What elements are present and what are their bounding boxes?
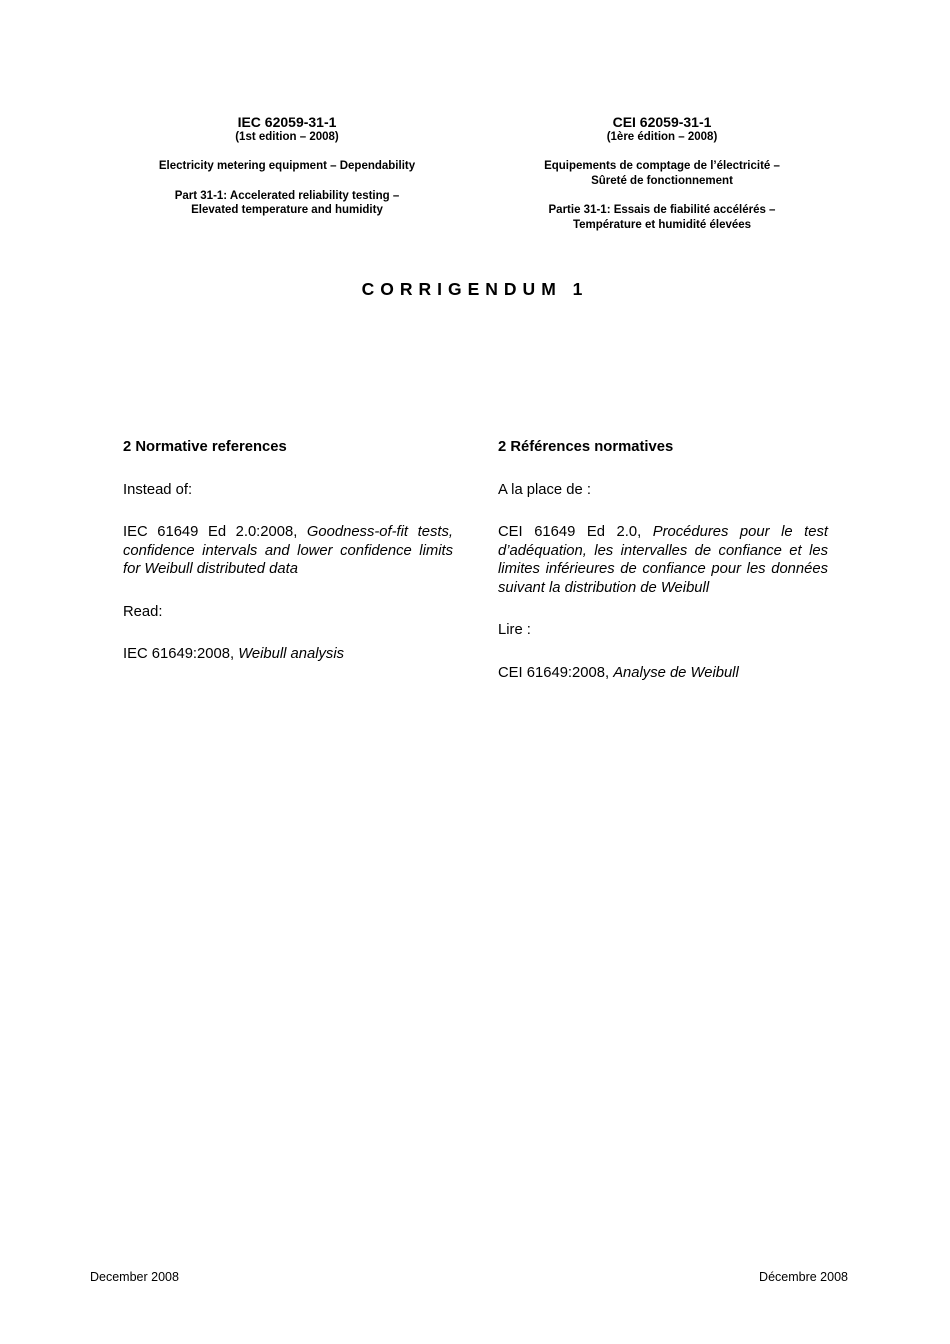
part-title-en <box>122 189 452 218</box>
corrigendum-title: CORRIGENDUM 1 <box>361 279 589 299</box>
new-reference-en <box>123 645 453 664</box>
edition-fr: (1ère édition – 2008) <box>606 131 718 143</box>
new-reference-en-prefix: IEC 61649:2008, <box>123 646 239 662</box>
old-reference-fr-title: Procédures pour le test d’adéquation, les intervalles de confiance et les limites inférieures de confiance pour les données suivant la distribution de Weibull <box>498 524 828 596</box>
new-reference-en-title: Weibull analysis <box>238 646 345 662</box>
old-reference-en <box>123 523 453 579</box>
read-en: Read: <box>123 603 163 620</box>
section-heading-fr: 2 Références normatives <box>498 439 674 455</box>
new-reference-fr-prefix: CEI 61649:2008, <box>498 664 614 681</box>
old-reference-en-prefix: IEC 61649 Ed 2.0:2008, <box>123 524 307 540</box>
edition-en: (1st edition – 2008) <box>235 131 339 143</box>
title-fr-line1: Equipements de comptage de l’électricité – <box>544 160 780 172</box>
french-column <box>498 438 828 706</box>
title-en-line: Electricity metering equipment – Dependability <box>158 160 416 172</box>
footer-date-fr: Décembre 2008 <box>759 1270 848 1284</box>
old-reference-en-title: Goodness-of-fit tests, confidence intervals and lower confidence limits for Weibull distributed data <box>123 524 453 577</box>
title-en <box>122 159 452 174</box>
instead-of-en: Instead of: <box>123 481 193 498</box>
old-reference-fr <box>498 523 828 597</box>
new-reference-fr <box>498 664 828 683</box>
english-column <box>123 438 453 688</box>
read-fr: Lire : <box>498 622 531 638</box>
header-english <box>122 114 452 218</box>
part-title-fr <box>497 203 827 232</box>
section-heading-en: 2 Normative references <box>123 439 287 455</box>
instead-of-fr: A la place de : <box>498 481 591 498</box>
footer-date-en: December 2008 <box>90 1270 179 1284</box>
part-title-en-line1: Part 31-1: Accelerated reliability testing – <box>174 189 400 202</box>
part-title-en-line2: Elevated temperature and humidity <box>191 204 383 216</box>
standard-number-en: IEC 62059-31-1 <box>237 114 337 130</box>
header-french <box>497 114 827 232</box>
old-reference-fr-prefix: CEI 61649 Ed 2.0, <box>498 524 653 540</box>
part-title-fr-line2: Température et humidité élevées <box>572 218 752 231</box>
part-title-fr-line1: Partie 31-1: Essais de fiabilité accélérés – <box>548 204 776 216</box>
standard-number-fr: CEI 62059-31-1 <box>612 114 712 130</box>
title-fr-line2: Sûreté de fonctionnement <box>591 174 733 187</box>
new-reference-fr-title: Analyse de Weibull <box>613 664 739 681</box>
title-fr <box>497 159 827 188</box>
